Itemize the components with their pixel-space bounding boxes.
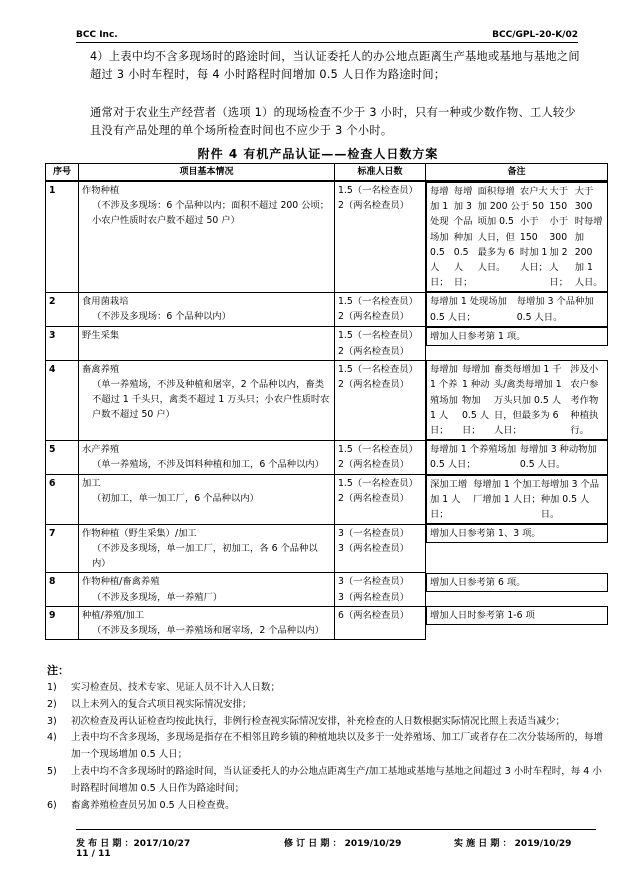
std-line: 3（一名检查员） (338, 527, 409, 539)
item-cell (79, 606, 335, 639)
row-number: 7 (46, 524, 79, 573)
std-line: 1.5（一名检查员） (338, 185, 418, 196)
item-cell (79, 292, 335, 326)
note-line: 大于 300 时每增加 200 加 1 人日。 (574, 186, 603, 289)
item-line: 食用菌栽培 (82, 295, 129, 307)
header-note: 备注 (426, 164, 608, 182)
note-line: 每增加 3 个品种加 0.5 人日。 (516, 296, 594, 323)
table-row (46, 606, 608, 639)
std-line: 2（两名检查员） (338, 345, 409, 357)
item-line: （初加工，单一加工厂，6 个品种以内） (92, 493, 259, 505)
note-line: 每增加 1 个加工厂增加 1 人日； (473, 478, 541, 505)
item-line: 种植/养殖/加工 (82, 609, 145, 621)
row-number: 5 (46, 440, 79, 474)
note-number: 5) (47, 765, 57, 777)
note-text: 初次检查及再认证检查均按此执行，非例行检查视实际情况安排，补充检查的人日数根据实际情况比照上表适当减少； (71, 715, 566, 727)
std-line: 1.5（一名检查员） (338, 295, 418, 307)
note-line: 每增加 3 个品种加 0.5 人日； (453, 186, 473, 289)
header-no: 序号 (46, 164, 79, 182)
page-header (76, 28, 578, 43)
note-item (47, 798, 603, 815)
note-number: 2) (47, 698, 57, 710)
item-line: （不涉及多现场：6 个品种以内；面积不超过 200 公顷；小农户性质时农户数不超过 50 户） (92, 200, 330, 227)
effective-date: 实 施 日 期 ： 2019/10/29 (454, 839, 572, 849)
item-cell (79, 524, 335, 573)
std-cell (335, 524, 426, 573)
notes-title: 注： (47, 664, 69, 677)
std-line: 2（两名检查员） (338, 378, 409, 390)
paragraph-travel-time: 4）上表中均不含多现场时的路途时间，当认证委托人的办公地点距离生产基地或基地与基地之间超过 3 小时车程时，每 4 小时路程时间增加 0.5 人日作为路途时间； (90, 50, 580, 81)
notes-list (47, 680, 603, 814)
note-item (47, 764, 603, 798)
header-item: 项目基本情况 (79, 164, 335, 182)
std-line: 1.5（一名检查员） (338, 363, 418, 375)
paragraph-min-inspection: 通常对于农业生产经营者（选项 1）的现场检查不少于 3 小时，只有一种或少数作物、工人较少且没有产品处理的单个场所检查时间也不应少于 3 个小时。 (90, 106, 576, 137)
item-line: 野生采集 (82, 330, 120, 342)
row-number: 2 (46, 292, 79, 326)
std-line: 2（两名检查员） (338, 458, 409, 470)
item-line: （单一养殖场，不涉及种植和屠宰，2 个品种以内，畜类不超过 1 千头只，禽类不超过 1 万头只；小农户性质时农户数不超过 50 户） (92, 378, 330, 421)
std-cell (335, 292, 426, 326)
item-line: 畜禽养殖 (82, 363, 120, 375)
std-cell (335, 573, 426, 606)
note-line: 每增加 1 个养殖场加 1 人日； (430, 364, 458, 437)
note-item (47, 714, 603, 731)
item-cell (79, 181, 335, 292)
header-std: 标准人日数 (335, 164, 426, 182)
item-cell (79, 573, 335, 606)
item-line: （单一养殖场，不涉及饵料种植和加工，6 个品种以内） (92, 458, 324, 470)
std-cell (335, 360, 426, 440)
table-title: 附件 4 有机产品认证——检查人日数方案 (197, 147, 439, 161)
note-cell (426, 524, 608, 543)
note-line: 涉及小农户参考作物种植执行。 (570, 364, 599, 437)
std-line: 6（两名检查员） (338, 609, 409, 621)
table-row (46, 292, 608, 326)
note-line: 每增加 3 种动物加 0.5 人日。 (519, 444, 597, 471)
std-cell (335, 327, 426, 360)
note-number: 6) (47, 799, 57, 811)
item-line: （不涉及多现场：6 个品种以内） (92, 311, 232, 323)
note-line: 增加人日参考第 1 项。 (430, 330, 526, 342)
std-line: 2（两名检查员） (338, 200, 409, 212)
table-row (46, 524, 608, 573)
table-row (46, 475, 608, 525)
note-cell (426, 360, 608, 440)
note-line: 深加工增加 1 人日； (430, 478, 468, 521)
note-item (47, 680, 603, 697)
note-line: 面积每增加 200 公顷加 0.5 人日，但最多为 6 人日。 (477, 186, 520, 274)
issue-date: 发 布 日 期 ：2017/10/27 (76, 839, 191, 849)
item-line: （不涉及多现场，单一养殖场和屠宰场，2 个品种以内） (92, 624, 324, 636)
std-line: 3（一名检查员） (338, 576, 409, 588)
page-number: 11 / 11 (76, 849, 111, 859)
std-line: 1.5（一名检查员） (338, 330, 418, 342)
item-cell (79, 327, 335, 360)
row-number: 6 (46, 475, 79, 525)
note-number: 3) (47, 715, 57, 727)
note-item (47, 730, 603, 764)
item-cell (79, 440, 335, 474)
std-line: 1.5（一名检查员） (338, 478, 418, 490)
item-line: （不涉及多现场，单一加工厂，初加工，各 6 个品种以内） (92, 542, 318, 570)
note-line: 每增加 3 个品种加 0.5 人日。 (540, 478, 600, 521)
note-line: 增加人日时参考第 1-6 项 (430, 610, 535, 622)
note-text: 畜禽养殖检查员另加 0.5 人日检查费。 (71, 799, 235, 811)
std-cell (335, 181, 426, 292)
item-line: 水产养殖 (82, 443, 120, 455)
item-line: 作物种植 (82, 185, 120, 196)
note-line: 每增加 1 处现场加 0.5 人日； (430, 296, 507, 323)
item-line: 作物种植/畜禽养殖 (82, 576, 160, 588)
note-item (47, 697, 603, 714)
row-number: 9 (46, 606, 79, 639)
std-cell (335, 440, 426, 474)
document-code: BCC/GPL-20-K/02 (492, 30, 578, 40)
note-number: 1) (47, 682, 57, 693)
note-line: 每增加 1 种动物加 0.5 人日； (462, 364, 490, 437)
item-cell (79, 360, 335, 440)
table-row (46, 327, 608, 360)
revise-date: 修 订 日 期 ： 2019/10/29 (284, 839, 402, 849)
row-number: 4 (46, 360, 79, 440)
std-line: 2（两名检查员） (338, 311, 409, 323)
note-text: 上表中均不含多现场时的路途时间，当认证委托人的办公地点距离生产/加工基地或基地与基地之间超过 3 小时车程时，每 4 小时路程时间增加 0.5 人日作为路途时间； (71, 765, 602, 794)
table-row (46, 181, 608, 292)
std-cell (335, 475, 426, 525)
row-number: 8 (46, 573, 79, 606)
note-cell (426, 573, 608, 592)
note-cell (426, 327, 608, 346)
table-row (46, 573, 608, 606)
note-cell (426, 440, 608, 474)
note-number: 4) (47, 732, 57, 744)
note-cell (426, 292, 608, 326)
note-line: 大于 150 小于 300 加 2 人日； (549, 186, 568, 289)
note-line: 增加人日参考第 1、3 项。 (430, 528, 541, 540)
note-line: 每增加 1 处现场加 0.5 人日； (430, 186, 449, 289)
page-footer (76, 829, 596, 859)
note-line: 增加人日参考第 6 项。 (430, 576, 526, 588)
note-line: 畜类每增加 1 千头/禽类每增加 1 万头只加 0.5 人日，但最多为 6 人日； (493, 364, 562, 437)
std-line: 1.5（一名检查员） (338, 443, 418, 455)
note-cell (426, 606, 608, 625)
std-cell (335, 606, 426, 639)
row-number: 1 (46, 181, 79, 292)
item-line: （不涉及多现场，单一养殖厂） (92, 591, 223, 603)
note-text: 实习检查员、技术专家、见证人员不计入人日数； (71, 682, 281, 693)
inspection-days-table (45, 163, 608, 640)
item-line: 加工 (82, 478, 101, 490)
std-line: 3（两名检查员） (338, 542, 409, 554)
note-text: 上表中均不含多现场，多现场是指存在不相邻且跨乡镇的种植地块以及多于一处养殖场、加工厂或者存在二次分装场所的，每增加一个现场增加 0.5 人日； (71, 732, 604, 761)
std-line: 3（两名检查员） (338, 591, 409, 603)
note-line: 农户大于 50 小于 150 时加 1 人日； (519, 186, 548, 274)
table-row (46, 440, 608, 474)
std-line: 2（两名检查员） (338, 493, 409, 505)
note-cell (426, 182, 608, 292)
note-text: 以上未列入的复合式项目视实际情况安排； (71, 698, 252, 710)
item-line: 作物种植（野生采集）/加工 (82, 527, 197, 539)
item-cell (79, 475, 335, 525)
table-row (46, 360, 608, 440)
note-line: 每增加 1 个养殖场加 0.5 人日； (430, 444, 517, 471)
table-header-row (46, 164, 608, 182)
company-name: BCC Inc. (76, 30, 118, 40)
row-number: 3 (46, 327, 79, 360)
note-cell (426, 475, 608, 525)
